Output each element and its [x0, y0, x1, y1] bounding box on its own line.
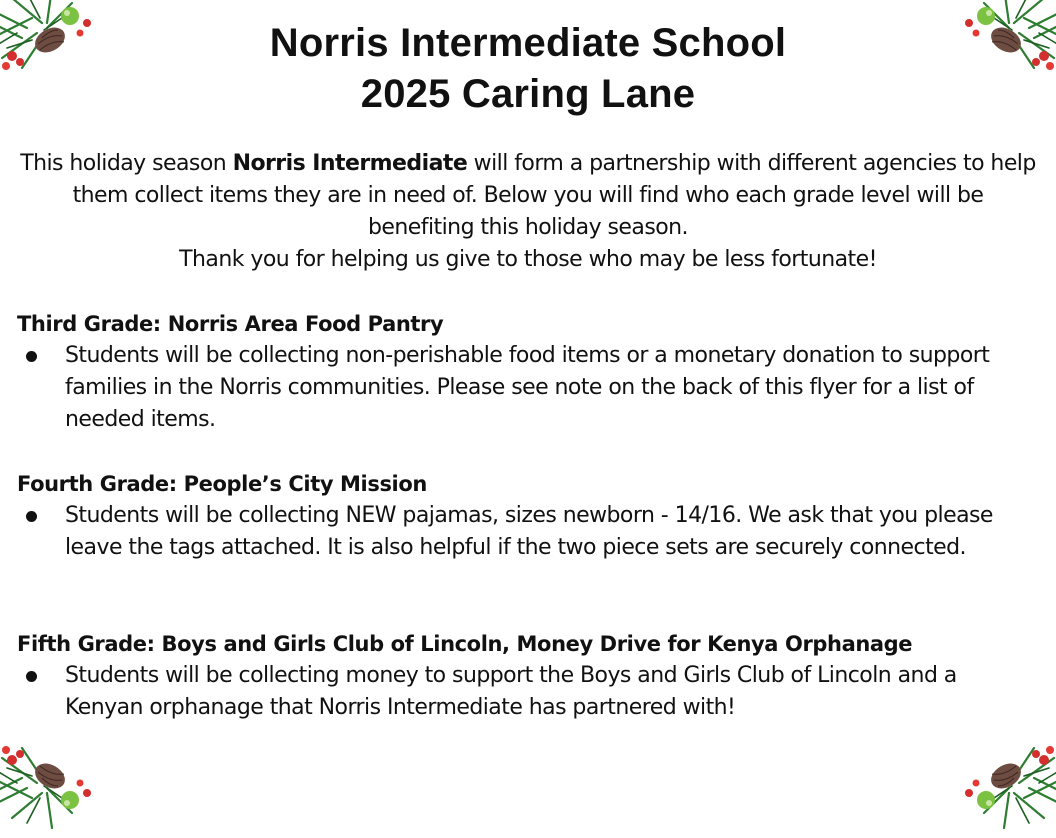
bullet-text: Students will be collecting NEW pajamas, sizes newborn - 14/16. We ask that you please leave the tags attached. It is also helpful if the two piece sets are securely connected. — [65, 503, 993, 560]
section-heading: Fifth Grade: Boys and Girls Club of Lincoln, Money Drive for Kenya Orphanage — [17, 632, 913, 656]
intro-text-rest: will form a partnership with different agencies to help them collect items they are in need of. Below you will find who each grade level will be benefiting this holiday season. — [72, 151, 1036, 240]
bullet-item — [17, 340, 1025, 436]
section-third-grade — [17, 308, 1047, 436]
section-fourth-grade — [17, 468, 1047, 564]
intro-paragraph — [20, 148, 1036, 276]
bullet-dot-icon — [26, 511, 37, 522]
intro-text-start: This holiday season — [20, 151, 233, 176]
bullet-item — [17, 500, 1025, 564]
pine-cone-holly-icon — [954, 738, 1056, 838]
section-fifth-grade — [17, 628, 1047, 724]
bullet-text: Students will be collecting non-perishable food items or a monetary donation to support families in the Norris communities. Please see note on the back of this flyer for a list of needed items. — [65, 343, 990, 432]
section-heading: Third Grade: Norris Area Food Pantry — [17, 312, 444, 336]
intro-thanks: Thank you for helping us give to those who may be less fortunate! — [179, 247, 877, 272]
bullet-dot-icon — [26, 671, 37, 682]
intro-school-bold: Norris Intermediate — [232, 151, 468, 176]
school-address: 2025 Caring Lane — [360, 72, 696, 116]
pine-cone-holly-icon — [0, 738, 102, 838]
holiday-decoration-bottom-right — [954, 738, 1056, 838]
bullet-item — [17, 660, 1040, 724]
school-name: Norris Intermediate School — [269, 21, 787, 65]
bullet-text: Students will be collecting money to support the Boys and Girls Club of Lincoln and a Kenyan orphanage that Norris Intermediate has partnered with! — [65, 663, 957, 720]
section-heading: Fourth Grade: People’s City Mission — [17, 472, 427, 496]
bullet-dot-icon — [26, 351, 37, 362]
page-title — [0, 18, 1056, 120]
holiday-decoration-bottom-left — [0, 738, 102, 838]
